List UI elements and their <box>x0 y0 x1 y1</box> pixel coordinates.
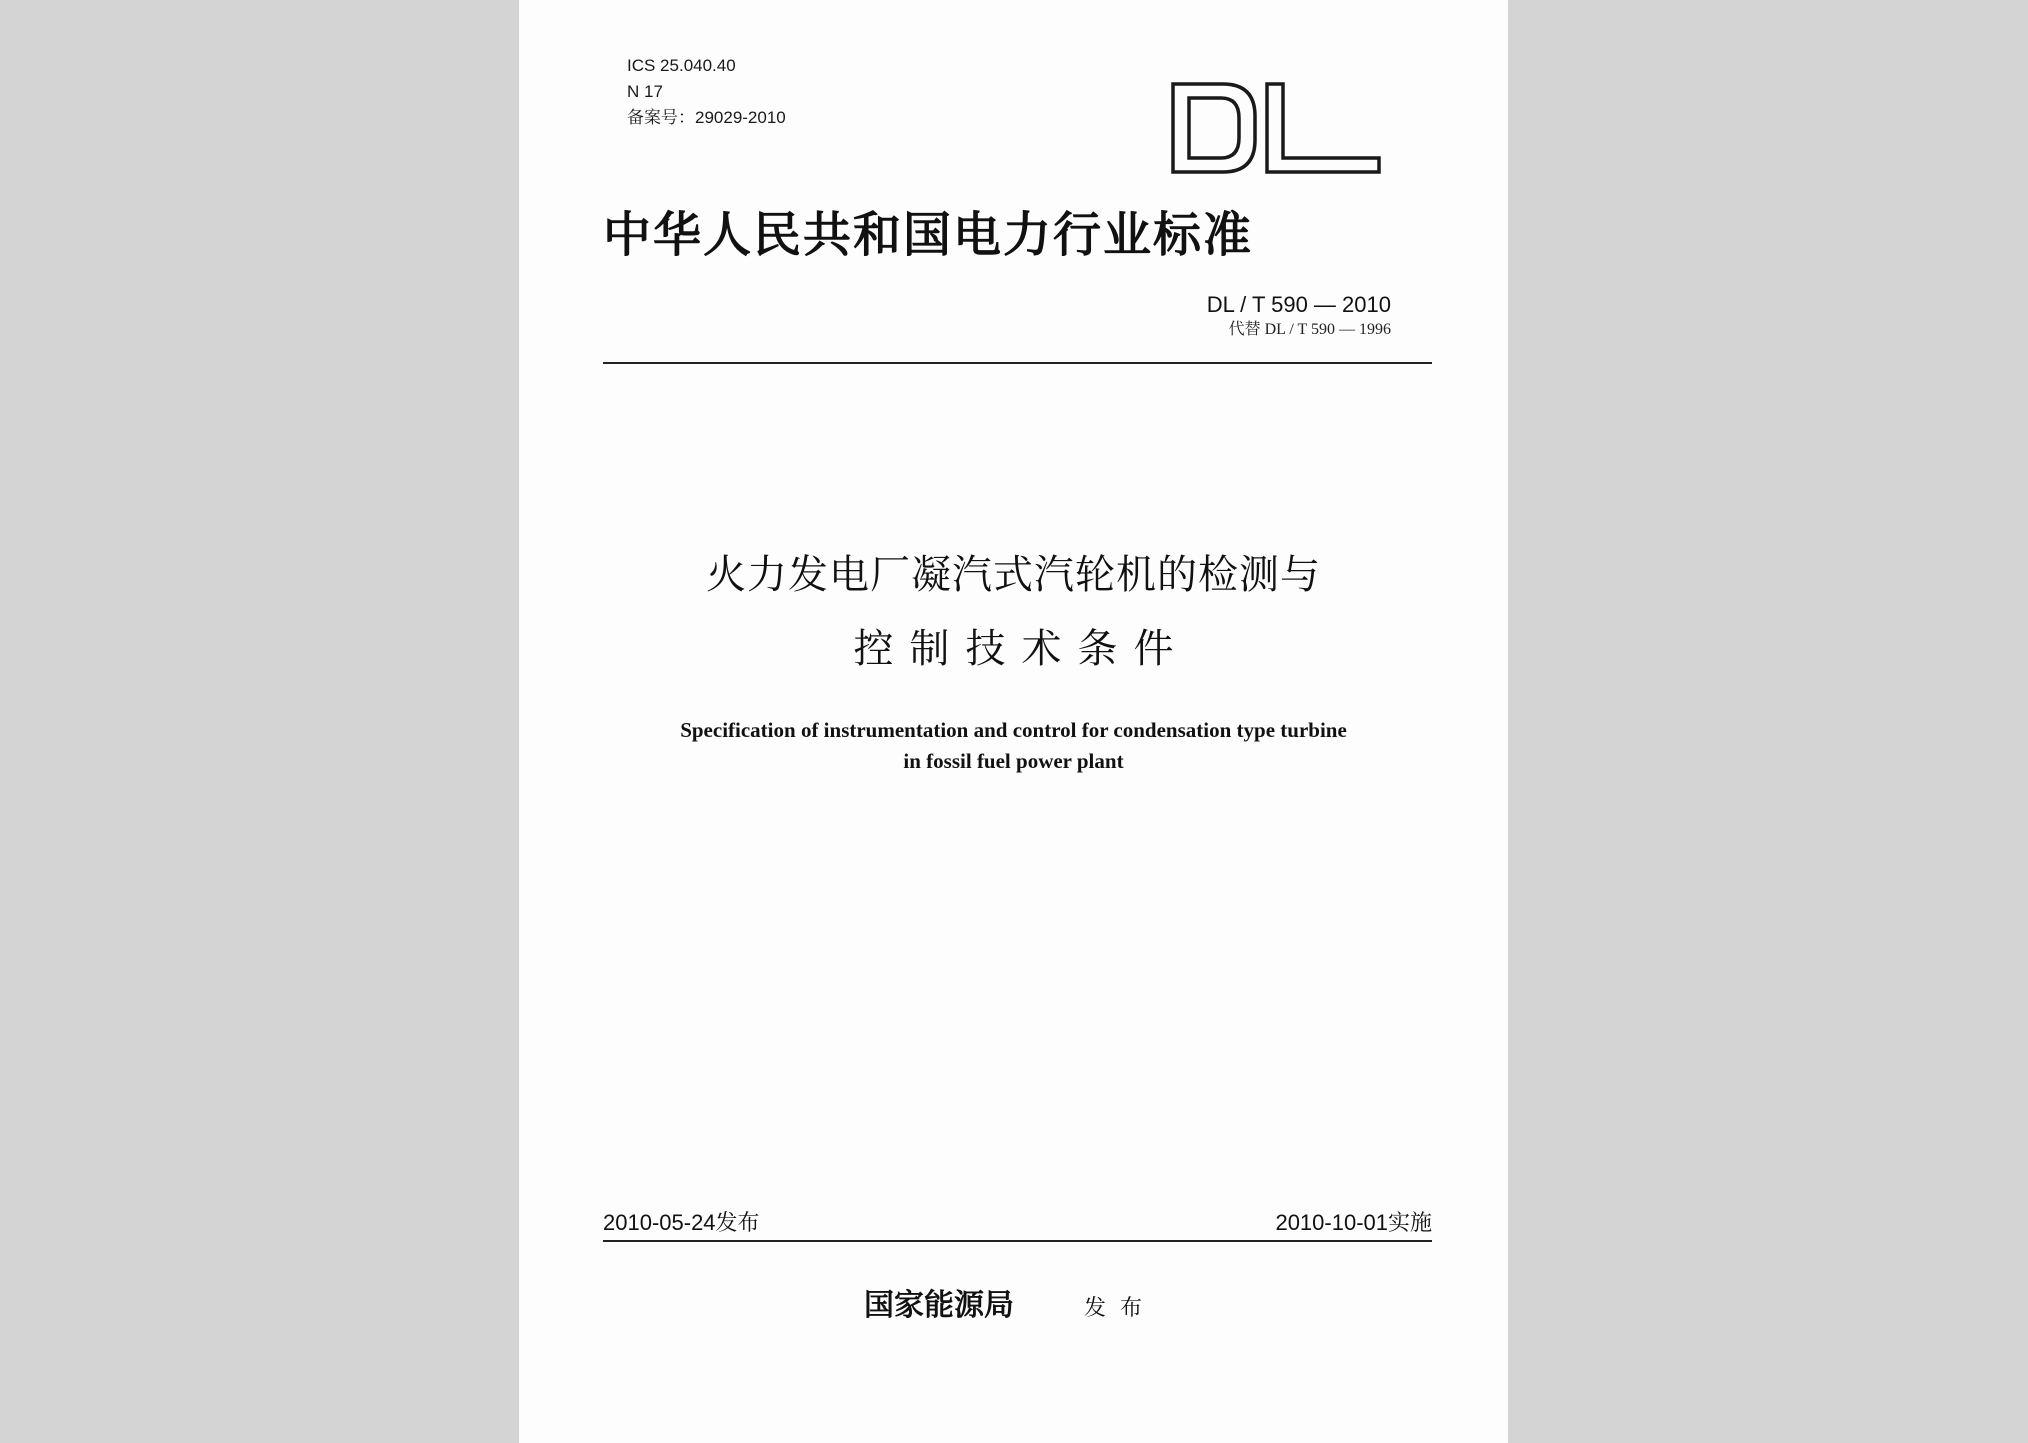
issue-date: 2010-05-24发布 <box>603 1210 760 1235</box>
replaced-standard: 代替 DL / T 590 — 1996 <box>1228 321 1391 338</box>
chinese-title-line-1: 火力发电厂凝汽式汽轮机的检测与 <box>706 552 1321 598</box>
publish-label: 发布 <box>1084 1296 1157 1321</box>
ics-code: ICS 25.040.40 <box>627 56 736 75</box>
english-title-line-1: Specification of instrumentation and control for condensation type turbine <box>680 718 1347 742</box>
implementation-date: 2010-10-01实施 <box>1275 1210 1432 1235</box>
ccs-code: N 17 <box>627 82 663 101</box>
chinese-title-line-2: 控制技术条件 <box>853 626 1190 672</box>
document-page <box>519 0 1508 1443</box>
standard-number: DL / T 590 — 2010 <box>1206 292 1391 317</box>
dl-logo <box>1169 80 1384 176</box>
english-title-line-2: in fossil fuel power plant <box>903 749 1124 773</box>
header-rule <box>603 362 1432 364</box>
footer-rule <box>603 1240 1432 1242</box>
record-number: 备案号：29029-2010 <box>627 108 786 127</box>
organization-title: 中华人民共和国电力行业标准 <box>603 207 1254 263</box>
publisher-name: 国家能源局 <box>864 1288 1014 1323</box>
